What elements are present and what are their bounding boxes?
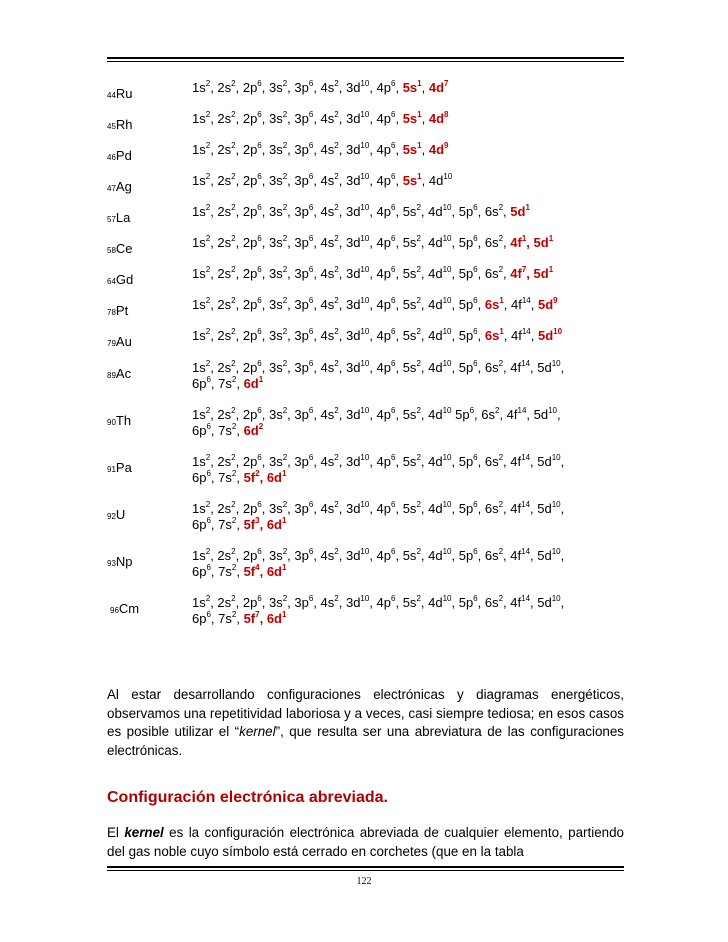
header-rule-thin [107,61,624,62]
atomic-number: 93 [107,559,116,568]
atomic-number: 96 [110,606,119,615]
element-symbol [107,501,192,533]
kernel-term: kernel [239,724,276,739]
atomic-number: 92 [107,512,116,521]
symbol: Pd [115,148,132,163]
element-row [107,407,627,439]
symbol: Np [115,554,133,569]
electron-configuration [192,595,627,627]
element-symbol [107,204,192,228]
configuration-line: $1s^2$, $2s^2$, $2p^6$, $3s^2$, $3p^6$, $4s^2$, $3d^{10}$, $4p^6$, $5s^1$, $4d^9$ [192,141,449,157]
configuration-line: $1s^2$, $2s^2$, $2p^6$, $3s^2$, $3p^6$, $4s^2$, $3d^{10}$, $4p^6$, $5s^2$, $4d^{10}$, $5p^6$, $6s^2$, $4f^1$, $5d^1$ [192,234,554,250]
electron-configuration [192,80,627,104]
atomic-number: 78 [107,308,116,317]
configuration-line: $1s^2$, $2s^2$, $2p^6$, $3s^2$, $3p^6$, $4s^2$, $3d^{10}$, $4p^6$, $5s^2$, $4d^{10}$, $5p^6$, $6s^2$, $4f^{14}$, $5d^{10}$, [192,500,565,516]
configuration-line: $1s^2$, $2s^2$, $2p^6$, $3s^2$, $3p^6$, $4s^2$, $3d^{10}$, $4p^6$, $5s^2$, $4d^{10}$, $5p^6$, $6s^2$, $4f^7$, $5d^1$ [192,265,554,281]
configuration-line: $6p^6$, $7s^2$, $6d^2$ [192,422,264,438]
symbol: Cm [118,601,140,616]
element-symbol [107,297,192,321]
symbol: Au [115,334,132,349]
symbol: Pt [115,303,129,318]
configuration-line: $1s^2$, $2s^2$, $2p^6$, $3s^2$, $3p^6$, $4s^2$, $3d^{10}$, $4p^6$, $5s^2$, $4d^{10}$, $5p^6$, $6s^2$, $5d^1$ [192,203,530,219]
electron-configuration [192,360,627,392]
section-heading: Configuración electrónica abreviada. [107,789,388,806]
atomic-number: 44 [107,91,116,100]
element-symbol [107,328,192,352]
electron-configuration [192,548,627,580]
element-symbol [107,360,192,392]
kernel-term: kernel [124,825,164,840]
footer-rule [107,866,624,868]
configuration-line: $6p^6$, $7s^2$, $6d^1$ [192,375,264,391]
symbol: Ag [115,179,132,194]
symbol: Ce [115,241,133,256]
configuration-line: $1s^2$, $2s^2$, $2p^6$, $3s^2$, $3p^6$, $4s^2$, $3d^{10}$, $4p^6$, $5s^2$, $4d^{10}$, $5p^6$, $6s^2$, $4f^{14}$, $5d^{10}$, [192,453,565,469]
atomic-number: 45 [107,122,116,131]
element-row [107,595,627,627]
symbol: Ru [115,86,133,101]
configuration-line: $6p^6$, $7s^2$, $5f^7$, $6d^1$ [192,610,287,626]
configuration-line: $6p^6$, $7s^2$, $5f^2$, $6d^1$ [192,469,287,485]
element-row [107,328,627,352]
element-symbol [107,80,192,104]
element-symbol [107,548,192,580]
configuration-line: $1s^2$, $2s^2$, $2p^6$, $3s^2$, $3p^6$, $4s^2$, $3d^{10}$, $4p^6$, $5s^2$, $4d^{10}$, $5p^6$, $6s^2$, $4f^{14}$, $5d^{10}$, [192,547,565,563]
atomic-number: 57 [107,215,116,224]
paragraph-intro: Al estar desarrollando configuraciones electrónicas y diagramas energéticos, observamos una repetitividad laboriosa y a veces, casi siempre tediosa; en esos casos es posible utilizar el “kernel”, que resulta ser una abreviatura de las configuraciones electrónicas. [107,687,624,758]
footer-rule-thin [107,870,624,871]
electron-configuration [192,501,627,533]
element-row [107,173,627,197]
atomic-number: 90 [107,418,116,427]
configuration-line: $1s^2$, $2s^2$, $2p^6$, $3s^2$, $3p^6$, $4s^2$, $3d^{10}$, $4p^6$, $5s^2$, $4d^{10}$, $5p^6$, $6s^1$, $4f^{14}$, $5d^9$ [192,296,558,312]
element-symbol [107,142,192,166]
electron-configuration [192,266,627,290]
configuration-line: $1s^2$, $2s^2$, $2p^6$, $3s^2$, $3p^6$, $4s^2$, $3d^{10}$, $4p^6$, $5s^1$, $4d^7$ [192,79,449,95]
configuration-line: $6p^6$, $7s^2$, $5f^4$, $6d^1$ [192,563,287,579]
symbol: La [115,210,131,225]
symbol: Ac [115,366,132,381]
atomic-number: 79 [107,339,116,348]
electron-configuration [192,407,627,439]
electron-configuration [192,297,627,321]
element-symbol [107,235,192,259]
configuration-line: $1s^2$, $2s^2$, $2p^6$, $3s^2$, $3p^6$, $4s^2$, $3d^{10}$, $4p^6$, $5s^1$, $4d^{10}$ [192,172,453,188]
symbol: Th [115,413,132,428]
element-row [107,548,627,580]
symbol: Rh [115,117,133,132]
page-number: 122 [356,876,372,887]
element-row [107,501,627,533]
header-rule [107,57,624,59]
configuration-line: $1s^2$, $2s^2$, $2p^6$, $3s^2$, $3p^6$, $4s^2$, $3d^{10}$, $4p^6$, $5s^2$, $4d^{10}$, $5p^6$, $6s^2$, $4f^{14}$, $5d^{10}$, [192,359,565,375]
configuration-line: $1s^2$, $2s^2$, $2p^6$, $3s^2$, $3p^6$, $4s^2$, $3d^{10}$, $4p^6$, $5s^1$, $4d^8$ [192,110,449,126]
element-row [107,111,627,135]
element-row [107,454,627,486]
configuration-line: $1s^2$, $2s^2$, $2p^6$, $3s^2$, $3p^6$, $4s^2$, $3d^{10}$, $4p^6$, $5s^2$, $4d^{10}$ $5p^6$, $6s^2$, $4f^{14}$, $5d^{10}$, [192,406,561,422]
electron-configuration [192,173,627,197]
electron-configuration [192,328,627,352]
atomic-number: 46 [107,153,116,162]
atomic-number: 64 [107,277,116,286]
configuration-line: $1s^2$, $2s^2$, $2p^6$, $3s^2$, $3p^6$, $4s^2$, $3d^{10}$, $4p^6$, $5s^2$, $4d^{10}$, $5p^6$, $6s^1$, $4f^{14}$, $5d^{10}$ [192,327,563,343]
element-row [107,142,627,166]
electron-configuration [192,204,627,228]
element-symbol [107,407,192,439]
element-row [107,297,627,321]
atomic-number: 58 [107,246,116,255]
element-symbol [107,454,192,486]
atomic-number: 89 [107,371,116,380]
configuration-line: $6p^6$, $7s^2$, $5f^3$, $6d^1$ [192,516,287,532]
atomic-number: 47 [107,184,116,193]
symbol: U [115,507,126,522]
element-row [107,204,627,228]
element-symbol [107,595,192,627]
electron-configuration [192,111,627,135]
electron-configuration [192,454,627,486]
atomic-number: 91 [107,465,116,474]
element-symbol [107,173,192,197]
element-row [107,235,627,259]
element-row [107,266,627,290]
configuration-line: $1s^2$, $2s^2$, $2p^6$, $3s^2$, $3p^6$, $4s^2$, $3d^{10}$, $4p^6$, $5s^2$, $4d^{10}$, $5p^6$, $6s^2$, $4f^{14}$, $5d^{10}$, [192,594,565,610]
symbol: Pa [115,460,132,475]
electron-configuration [192,235,627,259]
symbol: Gd [115,272,134,287]
paragraph-kernel: El kernel es la configuración electrónica abreviada de cualquier elemento, partiendo del gas noble cuyo símbolo está cerrado en corchetes (que en la tabla [107,825,624,859]
element-row [107,80,627,104]
element-symbol [107,266,192,290]
element-symbol [107,111,192,135]
electron-configuration [192,142,627,166]
element-row [107,360,627,392]
